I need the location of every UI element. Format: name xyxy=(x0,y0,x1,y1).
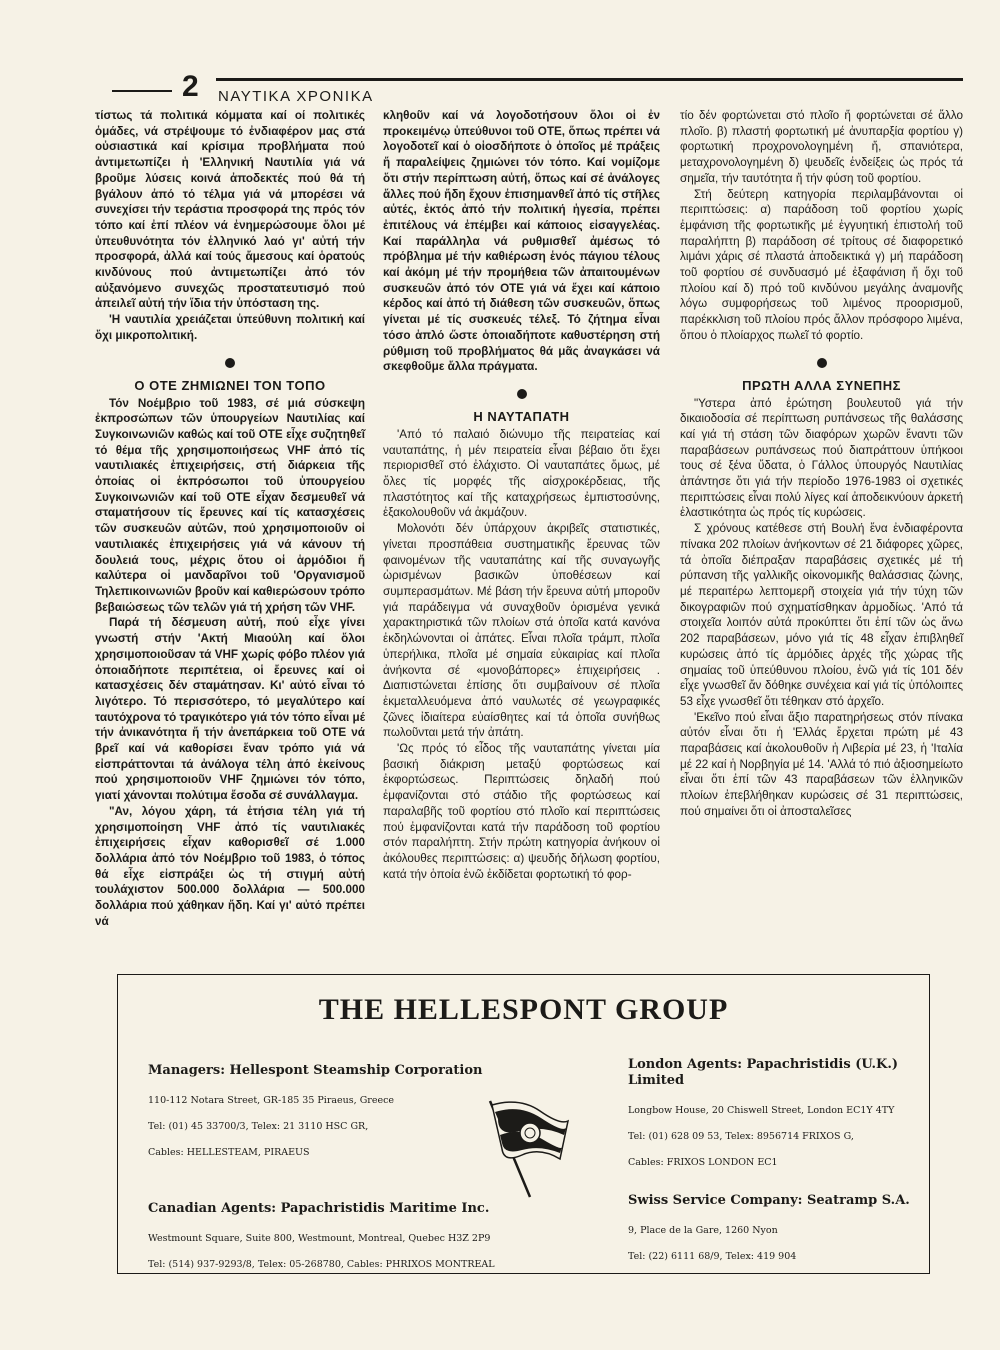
col1-paragraph-2: 'Η ναυτιλία χρειάζεται ὑπεύθυνη πολιτική καί ὄχι μικροπολιτική. xyxy=(95,313,365,342)
managers-heading: Managers: Hellespont Steamship Corporation xyxy=(148,1063,483,1078)
col2-paragraph-1: κληθοῦν καί νά λογοδοτήσουν ὅλοι οἱ ἐν προκειμένῳ ὑπεύθυνοι τοῦ ΟΤΕ, ὅπως πρέπει νά λογοδοτεῖ καί ὁ οἱοσδήποτε ὁ ὁποῖος μέ πράξεις ἤ παραλείψεις ζημιώνει τόν τόπο. Καί νομίζομε ὅτι στήν περίπτωση αὐτή, ὅπως καί σέ ἀνάλογες ἄλλες πού ἤδη ἔχουν ἐπισημανθεῖ ἀπό τίς στῆλες αὐτές, ἐκτός ἀπό τήν πολιτική ἡγεσία, πρέπει ἐπιτέλους νά ἐπέμβει καί κάποιος εἰσαγγελέας. Καί παράλληλα νά ρυθμισθεῖ ἀμέσως τό πρόβλημα μέ τήν καθιέρωση ἑνός πάγιου τέλους καί ἀκόμη μέ τήν προμήθεια τῶν ἀπαιτουμένων συσκευῶν ἀπό τόν ΟΤΕ γιά νά ἔχει καί κάποιο κέρδος καί ἀπό τή διάθεση τῶν συσκευῶν, ὅπως γίνεται μέ τίς συσκευές τέλεξ. Τό ζήτημα εἶναι τόσο ἁπλό ὥστε ὁποιαδήποτε καθυστέρηση στή ρύθμιση τοῦ προβλήματος θά μᾶς ἀναγκάσει νά σκεφθοῦμε ἄλλα πράγματα. xyxy=(383,109,660,374)
canada-block xyxy=(148,1201,495,1285)
managers-block xyxy=(148,1063,482,1173)
publication-title: ΝΑΥΤΙΚΑ ΧΡΟΝΙΚΑ xyxy=(218,88,374,105)
col1-paragraph-3: Τόν Νοέμβριο τοῦ 1983, σέ μιά σύσκεψη ἐκπροσώπων τῶν ὑπουργείων Ναυτιλίας καί Συγκοινωνιῶν καθώς καί τοῦ ΟΤΕ εἶχε συζητηθεῖ τό θέμα τῆς χρησιμοποιήσεως VHF ἀπό τίς ναυτιλιακές ἐπιχειρήσεις, στή διάρκεια τῆς ὁποίας οἱ ἐκπρόσωποι τοῦ ὑπουργείου Συγκοινωνιῶν καί τοῦ ΟΤΕ εἶχαν δεσμευθεῖ νά σταματήσουν τίς ἔρευνες καί τίς κατασχέσεις τῶν συσκευῶν αὐτῶν, πού χρησιμοποιοῦν οἱ ναυτιλιακές ἐπιχειρήσεις γιά νά κάνουν τή δουλειά τους, μέχρις ὅτου οἱ ἁρμόδιοι ἤ καλύτερα οἱ μανδαρῖνοι τοῦ 'Οργανισμοῦ Τηλεπικοινωνιῶν βροῦν καί καθιερώσουν τρόπο βεβαιώσεως τῶν τελῶν γιά τή χρήση τῶν VHF. xyxy=(95,396,366,614)
london-address: Longbow House, 20 Chiswell Street, London EC1Y 4TY xyxy=(628,1105,895,1116)
swiss-heading: Swiss Service Company: Seatramp S.A. xyxy=(628,1193,910,1208)
managers-phone: Tel: (01) 45 33700/3, Telex: 21 3110 HSC GR, xyxy=(148,1121,369,1132)
managers-address: 110-112 Notara Street, GR-185 35 Piraeus, Greece xyxy=(148,1095,395,1106)
column-1 xyxy=(95,108,365,929)
managers-cables: Cables: HELLESTEAM, PIRAEUS xyxy=(148,1147,310,1158)
london-heading: London Agents: Papachristidis (U.K.) Limited xyxy=(628,1057,898,1088)
section-bullet-2 xyxy=(517,389,527,399)
col1-paragraph-1: τίστως τά πολιτικά κόμματα καί οί πολιτικές ὁμάδες, νά στρέψουμε τό ἐνδιαφέρον μας στά οὐσιαστικά καί κρίσιμα προβλήματα πού ἀντιμετωπίζει ἡ 'Ελληνική Ναυτιλία γιά νά βροῦμε λύσεις κοινά ἀποδεκτές πού θά τή βγάλουν ἀπό τό τέλμα γιά νά μπορέσει νά συνεχίσει τήν τεράστια προσφορά της πρός τόν τόπο καί ἐπί πλέον νά ἐνημερώσουμε ὅλοι μέ ὑπευθυνότητα τόν ἑλληνικό λαό γι' αὐτή τήν προσφορά, ἀλλά καί τούς ἄμεσους καί ὁρατούς κινδύνους πού ἀντιμετωπίζει ἀπό τόν αὐξανόμενο συνεχῶς προστατευτισμό πού ἀπειλεῖ αὐτή τήν ἴδια τήν ὑπόσταση της. xyxy=(95,109,365,311)
london-block xyxy=(628,1057,929,1183)
section-bullet-1 xyxy=(225,358,235,368)
swiss-address: 9, Place de la Gare, 1260 Nyon xyxy=(628,1225,778,1236)
col1-paragraph-5: "Αν, λόγου χάρη, τά ἐτήσια τέλη γιά τή χρησιμοποίηση VHF ἀπό τίς ναυτιλιακές ἐπιχειρήσεις εἶχαν καθορισθεῖ σέ 1.000 δολλάρια ἀπό τόν Νοέμβριο τοῦ 1983, ὁ τόπος θά εἶχε εἰσπράξει ὡς τή στιγμή αὐτή τουλάχιστον 500.000 δολλάρια — 500.000 δολλάρια πού χάθηκαν ἤδη. Καί γι' αὐτό πρέπει νά xyxy=(95,804,365,928)
swiss-block xyxy=(628,1193,910,1277)
company-flag-icon xyxy=(480,1093,570,1203)
header-rule-right xyxy=(216,78,963,81)
swiss-phone: Tel: (22) 6111 68/9, Telex: 419 904 xyxy=(628,1251,797,1262)
col3-paragraph-5: 'Εκεῖνο πού εἶναι ἄξιο παρατηρήσεως στόν πίνακα αὐτόν εἶναι ὅτι ἡ 'Ελλάς ἔρχεται πρώτη μέ 43 παραβάσεις καί ἀκολουθοῦν ἡ Λιβερία μέ 23, ἡ 'Ιταλία μέ 22 καί ἡ Νορβηγία μέ 14. 'Αλλά τό πιό ἀξιοσημείωτο εἶναι ὅτι ἐπί τῶν 43 παραβάσεων τῶν ἑλληνικῶν πλοίων ἐπεβλήθηκαν κυρώσεις σέ 31 περιπτώσεις, πού σημαίνει ὅτι οἱ ἀποσταλεῖσες xyxy=(680,710,963,818)
col3-paragraph-3: "Υστερα ἀπό ἐρώτηση βουλευτοῦ γιά τήν δικαιοδοσία σέ περίπτωση ρυπάνσεως τῆς θαλάσσης καί γιά τή στάση τῶν διαφόρων χωρῶν ἔναντι τῶν παραβάσεων ρυπάνσεως πού διαπράττουν ὑπήκοοι τους σέ ξένα ὕδατα, ὁ Γάλλος ὑπουργός Ναυτιλίας ἀπάντησε ὅτι γιά τήν περίοδο 1976-1983 οἱ σχετικές περιπτώσεις εἶναι πολύ λίγες καί ἀποδεικνύουν ἀρκετή ἐλαστικότητα ὡς πρός τίς κυρώσεις. xyxy=(680,396,963,520)
col2-paragraph-3: Μολονότι δέν ὑπάρχουν ἀκριβεῖς στατιστικές, γίνεται προσπάθεια συστηματικῆς ἔρευνας τῶν φαινομένων τῆς ναυταπάτης καί τῆς συναγωγῆς ὡρισμένων βασικῶν ὑποθέσεων καί συμπερασμάτων. Μέ βάση τήν ἔρευνα αὐτή μποροῦν γιά παράδειγμα νά συναχθοῦν ὁρισμένα γενικά χαρακτηριστικά τῶν πλοίων στά ὁποῖα κατά κανόνα ἐκδηλώνονται οἱ ἀπάτες. Εἶναι πλοῖα τράμπ, πλοῖα ὑπερήλικα, πλοῖα μέ σημαία εὐκαιρίας καί πλοῖα ἀνήκοντα σέ «μονοβάπορες» ἐπιχειρήσεις . Διαπιστώνεται ἐπίσης ὅτι συμβαίνουν σέ πλοῖα ἐκμεταλλευόμενα ἀπό ναυλωτές σέ γεωγραφικές ζῶνες ἰδιαίτερα εὐαίσθητες καί τά ὁποῖα συνήθως πωλοῦνται μετά τήν ἀπάτη. xyxy=(383,522,660,740)
col3-paragraph-1: τίο δέν φορτώνεται στό πλοῖο ἤ φορτώνεται σέ ἄλλο πλοῖο. β) πλαστή φορτωτική μέ ἀνυπαρξία φορτίου γ) φορτωτική προχρονολογημένη ἤ, σπανιότερα, μεταχρονολογημένη δ) ψευδεῖς ἐνδείξεις ὡς πρός τά σημεῖα, τήν ταυτότητα ἤ τήν φύση τοῦ φορτίου. xyxy=(680,109,963,185)
canada-heading: Canadian Agents: Papachristidis Maritime Inc. xyxy=(148,1201,490,1216)
canada-address: Westmount Square, Suite 800, Westmount, Montreal, Quebec H3Z 2P9 xyxy=(148,1233,491,1244)
column-2 xyxy=(383,108,660,882)
column-3 xyxy=(680,108,963,820)
col3-paragraph-2: Στή δεύτερη κατηγορία περιλαμβάνονται οἱ περιπτώσεις: α) παράδοση τοῦ φορτίου χωρίς ἐμφάνιση τῆς φορτωτικῆς μέ ἐγγυητική ἐπιστολή τοῦ παραλήπτη β) παράδοση σέ τρίτους σέ διαφορετικό λιμάνι χάρις σέ πλαστά ἀποδεικτικά γ) μή παράδοση τοῦ φορτίου σέ συνδυασμό μέ ἐξαφάνιση ἤ ὄχι τοῦ πλοίου καί δ) πρό τοῦ κινδύνου μεγάλης ἀναμονῆς λόγω συμφορήσεως τοῦ λιμένος προορισμοῦ, παρέκκλιση τοῦ πλοίου πρός ἄλλον πρόσφορο λιμένα, ὅπου ὁ πλοίαρχος πωλεῖ τό φορτίο. xyxy=(680,187,963,342)
col2-paragraph-2: 'Από τό παλαιό διώνυμο τῆς πειρατείας καί ναυταπάτης, ἡ μέν πειρατεία εἶναι βέβαιο ὅτι ἔχει περιορισθεῖ στό ἐλάχιστο. Οἱ ναυταπάτες ὅμως, μέ ὅλες τίς μορφές τῆς αἰσχροκέρδειας, τῆς πλαστότητος καί τῆς καταχρήσεως ἐμπιστοσύνης, ἐξακολουθοῦν νά ἀκμάζουν. xyxy=(383,427,660,520)
page-number: 2 xyxy=(182,70,199,103)
heading-naftapati: Η ΝΑΥΤΑΠΑΤΗ xyxy=(473,408,570,424)
header-rule-left xyxy=(112,90,172,92)
section-bullet-3 xyxy=(817,358,827,368)
london-cables: Cables: FRIXOS LONDON EC1 xyxy=(628,1157,778,1168)
heading-ote: Ο ΟΤΕ ΖΗΜΙΩΝΕΙ ΤΟΝ ΤΟΠΟ xyxy=(134,377,326,393)
london-phone: Tel: (01) 628 09 53, Telex: 8956714 FRIXOS G, xyxy=(628,1131,854,1142)
col1-paragraph-4: Παρά τή δέσμευση αὐτή, πού εἶχε γίνει γνωστή στήν 'Ακτή Μιαούλη καί ὅλοι χρησιμοποιοῦσαν τά VHF χωρίς φόβο πλέον γιά ὁποιαδήποτε περιπέτεια, οἱ ἔρευνες καί οἱ κατασχέσεις δέν σταμάτησαν. Κι' αὐτό εἶναι τό λιγότερο. Τό περισσότερο, τό μεγαλύτερο καί ταυτόχρονα τό τραγικότερο γιά τόν τόπο εἶναι μέ τήν ἀνικανότητα ἤ τήν ἀνεπάρκεια τοῦ ΟΤΕ νά βρεῖ καί νά καθορίσει ἕναν τρόπο γιά νά εἰσπράττονται τά ἀνάλογα τέλη ἀπό ἐκείνους πού χρησιμοποιοῦν VHF ζημιώνει τόν τόπο, γιατί χάνονται πολύτιμα ἔσοδα σέ συνάλλαγμα. xyxy=(95,616,365,803)
col2-paragraph-4: 'Ως πρός τό εἶδος τῆς ναυταπάτης γίνεται μία βασική διάκριση μεταξύ φορτώσεως καί ἐκφορτώσεως. Περιπτώσεις δηλαδή πού ἐμφανίζονται στό στάδιο τῆς φορτώσεως καί παραλαβῆς τοῦ φορτίου στό πλοῖο καί περιπτώσεις πού ἐμφανίζονται κατά τήν παράδοση τοῦ φορτίου στόν παραλήπτη. Στήν πρώτη κατηγορία ἀνήκουν οἱ ἀκόλουθες περιπτώσεις: α) ψευδής δήλωση φορτίου, κατά τήν ὁποία ἐνῶ ἐκδίδεται φορτωτική τό φορ- xyxy=(383,742,660,881)
hellespont-advertisement xyxy=(117,974,930,1274)
heading-proti-alla-synepis: ΠΡΩΤΗ ΑΛΛΑ ΣΥΝΕΠΗΣ xyxy=(742,377,901,393)
canada-phone: Tel: (514) 937-9293/8, Telex: 05-268780, Cables: PHRIXOS MONTREAL xyxy=(148,1259,495,1270)
col3-paragraph-4: Σ χρόνους κατέθεσε στή Βουλή ἕνα ἐνδιαφέροντα πίνακα 202 πλοίων ἀνήκοντων σέ 21 διάφορες χῶρες, τά ὁποῖα διέπραξαν παραβάσεις σχετικές μέ τή ρύπανση τῆς γαλλικῆς οἰκονομικῆς θαλάσσιας ζώνης, μέ περαιτέρω λεπτομερῆ στοιχεία γιά τήν τύχη τῶν δικογραφιῶν πού σχηματίσθηκαν ἁρμοδίως. 'Από τά στοιχεῖα λοιπόν αὐτά προκύπτει ὅτι ἐπί τῶν ὡς ἄνω 202 παραβάσεων, μόνο γιά τίς 48 εἶχαν ἐπιβληθεῖ κυρώσεις ἀπό τίς ἁρμόδιες ἀρχές τῆς χώρας τῆς σημαίας τοῦ ὑπεύθυνου πλοίου, ἐνῶ γιά τίς 101 δέν εἶχε γνωσθεῖ ἄν δόθηκε συνέχεια καί γιά τίς ὑπόλοιπες 53 εἶχε γνωσθεῖ ὅτι τέθηκαν στό ἀρχεῖο. xyxy=(680,522,963,708)
ad-title: THE HELLESPONT GROUP xyxy=(318,993,729,1026)
